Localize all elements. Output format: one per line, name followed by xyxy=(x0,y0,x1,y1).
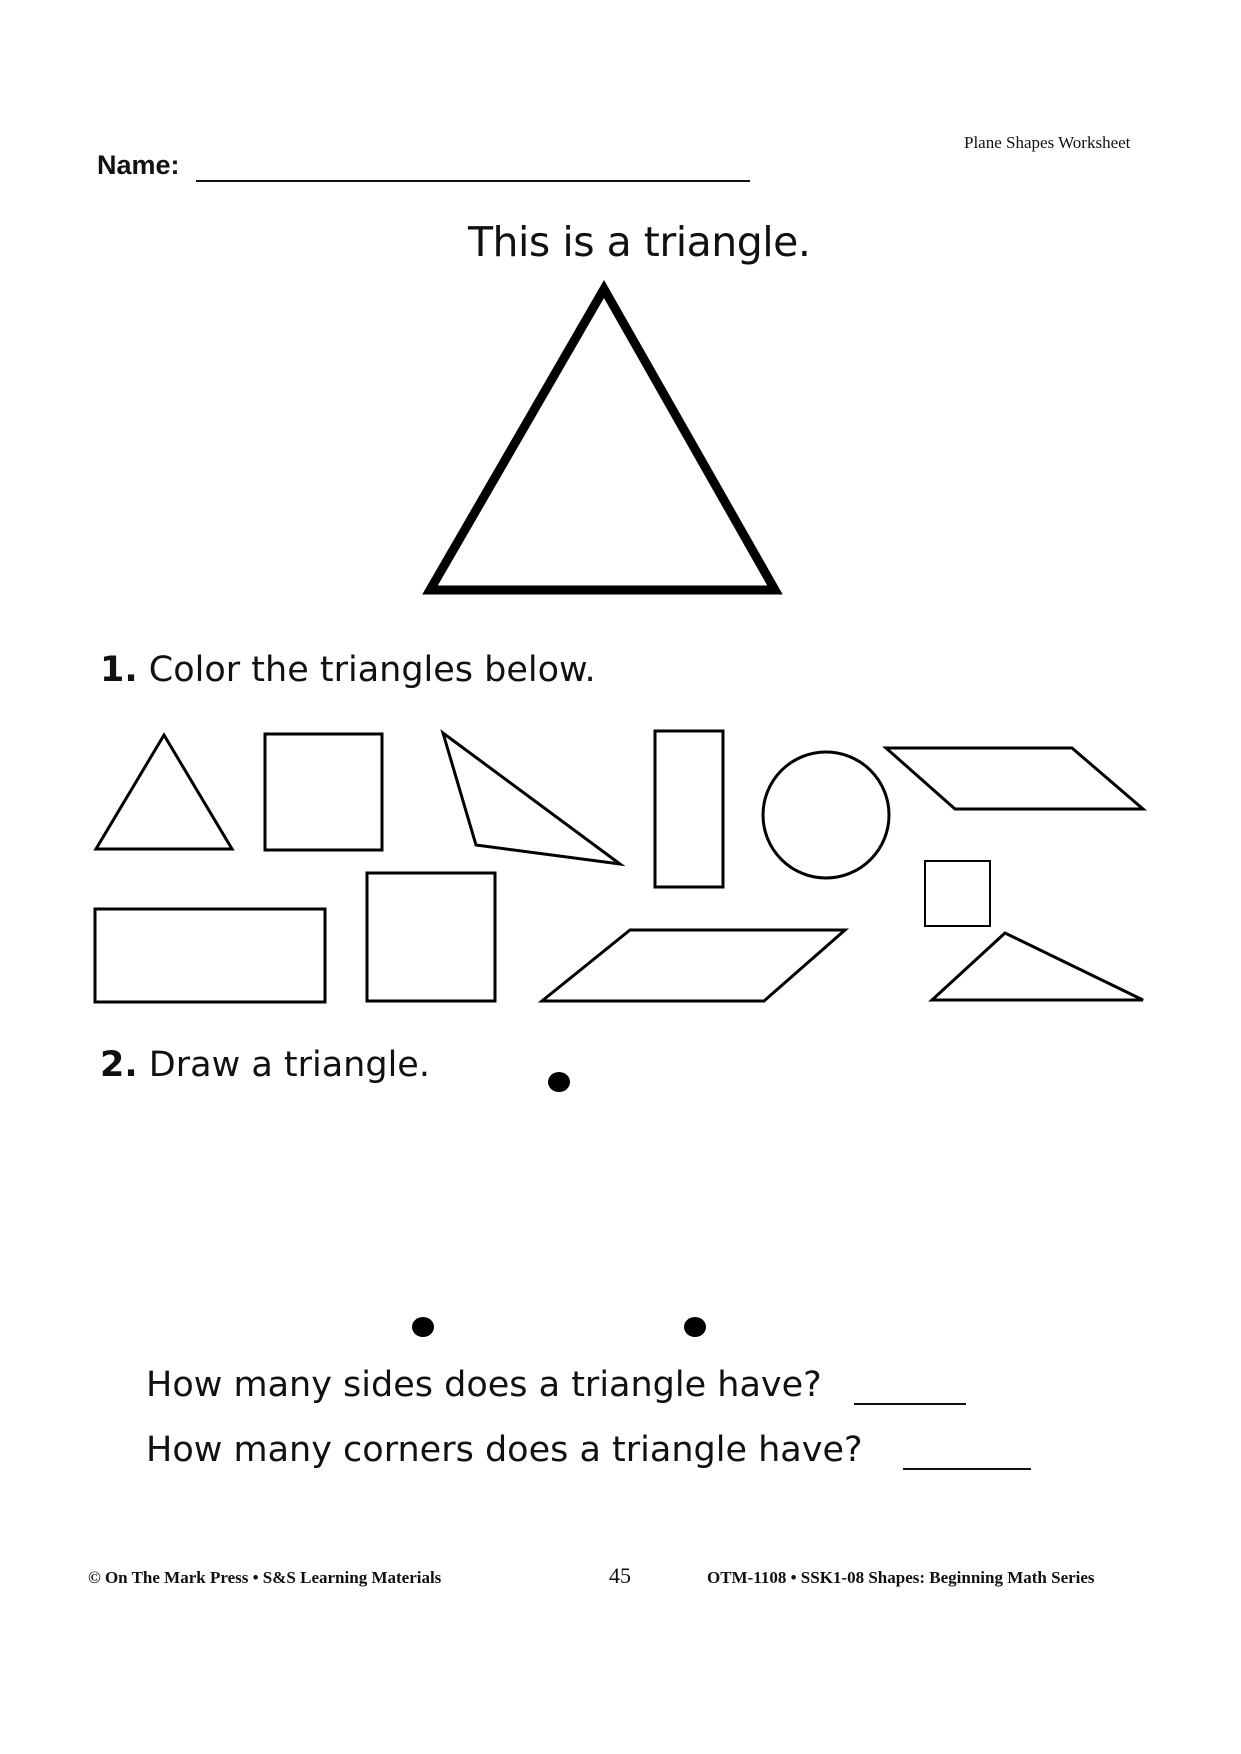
footer-publisher: © On The Mark Press • S&S Learning Materials xyxy=(88,1568,442,1587)
name-field[interactable] xyxy=(196,180,750,182)
circle-icon[interactable] xyxy=(763,752,889,878)
triangle-icon[interactable] xyxy=(443,733,620,864)
page-number: 45 xyxy=(609,1563,631,1588)
name-label: Name: xyxy=(97,150,180,180)
sides-question: How many sides does a triangle have? xyxy=(146,1365,822,1405)
corners-answer-field[interactable] xyxy=(903,1468,1031,1470)
question-number: 1. xyxy=(100,650,138,690)
worksheet-label: Plane Shapes Worksheet xyxy=(964,133,1131,152)
question-text: Color the triangles below. xyxy=(137,650,596,690)
question-1 xyxy=(100,650,596,690)
sides-answer-field[interactable] xyxy=(854,1403,966,1405)
corners-question: How many corners does a triangle have? xyxy=(146,1430,863,1470)
dot-marker[interactable] xyxy=(412,1317,434,1337)
question-text: Draw a triangle. xyxy=(137,1045,430,1085)
square-icon[interactable] xyxy=(265,734,382,850)
square-icon[interactable] xyxy=(925,861,990,926)
dot-marker[interactable] xyxy=(548,1072,570,1092)
intro-text: This is a triangle. xyxy=(468,218,811,266)
triangle-icon[interactable] xyxy=(96,735,232,849)
rectangle-icon[interactable] xyxy=(655,731,723,887)
question-number: 2. xyxy=(100,1045,138,1085)
triangle-icon xyxy=(430,289,775,590)
triangle-icon[interactable] xyxy=(932,933,1143,1000)
rectangle-icon[interactable] xyxy=(95,909,325,1002)
square-icon[interactable] xyxy=(367,873,495,1001)
parallelogram-icon[interactable] xyxy=(542,930,845,1001)
question-2 xyxy=(100,1045,430,1085)
parallelogram-icon[interactable] xyxy=(886,748,1143,809)
footer-series: OTM-1108 • SSK1-08 Shapes: Beginning Math Series xyxy=(707,1568,1095,1587)
dot-marker[interactable] xyxy=(684,1317,706,1337)
